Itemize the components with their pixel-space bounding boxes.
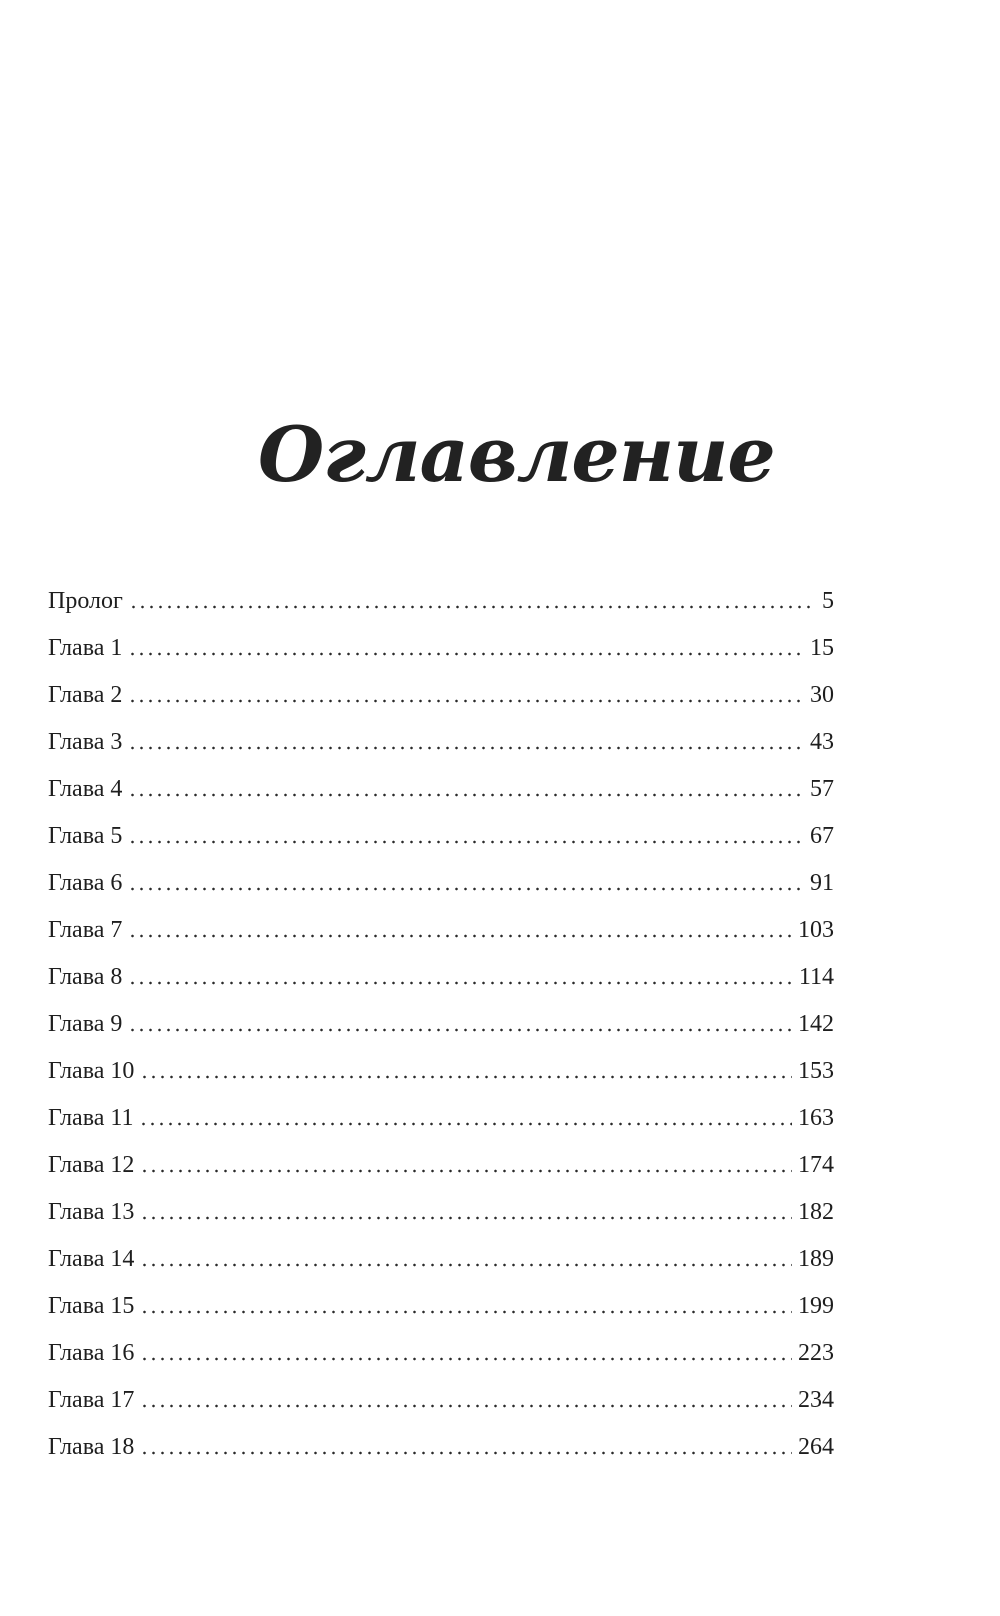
dot-leader	[128, 727, 804, 751]
toc-entry-label: Глава 13	[48, 1199, 135, 1225]
toc-entry	[48, 1236, 834, 1283]
toc-entry-page-number: 163	[798, 1105, 834, 1131]
toc-entry-label: Глава 4	[48, 776, 123, 802]
toc-entry-page-number: 91	[810, 870, 834, 896]
dot-leader	[128, 1009, 792, 1033]
toc-entry-label: Пролог	[48, 588, 123, 614]
toc-entry	[48, 813, 834, 860]
toc-entry-label: Глава 1	[48, 635, 123, 661]
dot-leader	[140, 1338, 792, 1362]
toc-entry-label: Глава 2	[48, 682, 123, 708]
toc-entry	[48, 907, 834, 954]
toc-entry-label: Глава 17	[48, 1387, 135, 1413]
dot-leader	[140, 1056, 792, 1080]
toc-entry-page-number: 103	[798, 917, 834, 943]
toc-entry-page-number: 57	[810, 776, 834, 802]
toc-entry-page-number: 234	[798, 1387, 834, 1413]
toc-entry-label: Глава 12	[48, 1152, 135, 1178]
toc-list	[48, 578, 834, 1471]
dot-leader	[128, 774, 804, 798]
toc-entry-page-number: 15	[810, 635, 834, 661]
toc-entry-label: Глава 6	[48, 870, 123, 896]
toc-entry	[48, 1189, 834, 1236]
toc-entry-label: Глава 3	[48, 729, 123, 755]
toc-entry	[48, 672, 834, 719]
toc-title: Оглавление	[258, 410, 775, 499]
toc-entry-label: Глава 5	[48, 823, 123, 849]
toc-entry-label: Глава 9	[48, 1011, 123, 1037]
toc-entry-page-number: 67	[810, 823, 834, 849]
toc-entry	[48, 860, 834, 907]
dot-leader	[128, 821, 804, 845]
toc-entry-page-number: 5	[822, 588, 834, 614]
toc-entry-page-number: 182	[798, 1199, 834, 1225]
dot-leader	[140, 1244, 792, 1268]
toc-entry-label: Глава 10	[48, 1058, 135, 1084]
toc-entry	[48, 766, 834, 813]
toc-entry	[48, 719, 834, 766]
toc-entry-page-number: 264	[798, 1434, 834, 1460]
toc-entry-page-number: 43	[810, 729, 834, 755]
toc-entry-label: Глава 15	[48, 1293, 135, 1319]
dot-leader	[140, 1432, 792, 1456]
toc-entry	[48, 1283, 834, 1330]
toc-entry-label: Глава 11	[48, 1105, 134, 1131]
toc-entry	[48, 1048, 834, 1095]
toc-entry-page-number: 153	[798, 1058, 834, 1084]
toc-entry-page-number: 199	[798, 1293, 834, 1319]
dot-leader	[140, 1150, 792, 1174]
dot-leader	[129, 586, 816, 610]
toc-entry	[48, 1095, 834, 1142]
dot-leader	[140, 1385, 792, 1409]
toc-entry	[48, 625, 834, 672]
toc-entry-label: Глава 7	[48, 917, 123, 943]
dot-leader	[128, 962, 793, 986]
toc-entry	[48, 1330, 834, 1377]
toc-entry-page-number: 223	[798, 1340, 834, 1366]
dot-leader	[139, 1103, 792, 1127]
toc-entry-page-number: 174	[798, 1152, 834, 1178]
toc-entry	[48, 578, 834, 625]
dot-leader	[128, 680, 804, 704]
toc-entry-page-number: 189	[798, 1246, 834, 1272]
toc-entry-label: Глава 8	[48, 964, 123, 990]
dot-leader	[128, 868, 804, 892]
dot-leader	[140, 1291, 792, 1315]
toc-entry	[48, 1001, 834, 1048]
dot-leader	[128, 633, 804, 657]
toc-entry	[48, 1377, 834, 1424]
dot-leader	[128, 915, 792, 939]
toc-entry	[48, 954, 834, 1001]
toc-entry-page-number: 30	[810, 682, 834, 708]
toc-entry-label: Глава 14	[48, 1246, 135, 1272]
toc-entry	[48, 1142, 834, 1189]
toc-entry	[48, 1424, 834, 1471]
toc-entry-label: Глава 18	[48, 1434, 135, 1460]
toc-entry-page-number: 114	[798, 964, 834, 990]
toc-entry-label: Глава 16	[48, 1340, 135, 1366]
toc-entry-page-number: 142	[798, 1011, 834, 1037]
dot-leader	[140, 1197, 792, 1221]
